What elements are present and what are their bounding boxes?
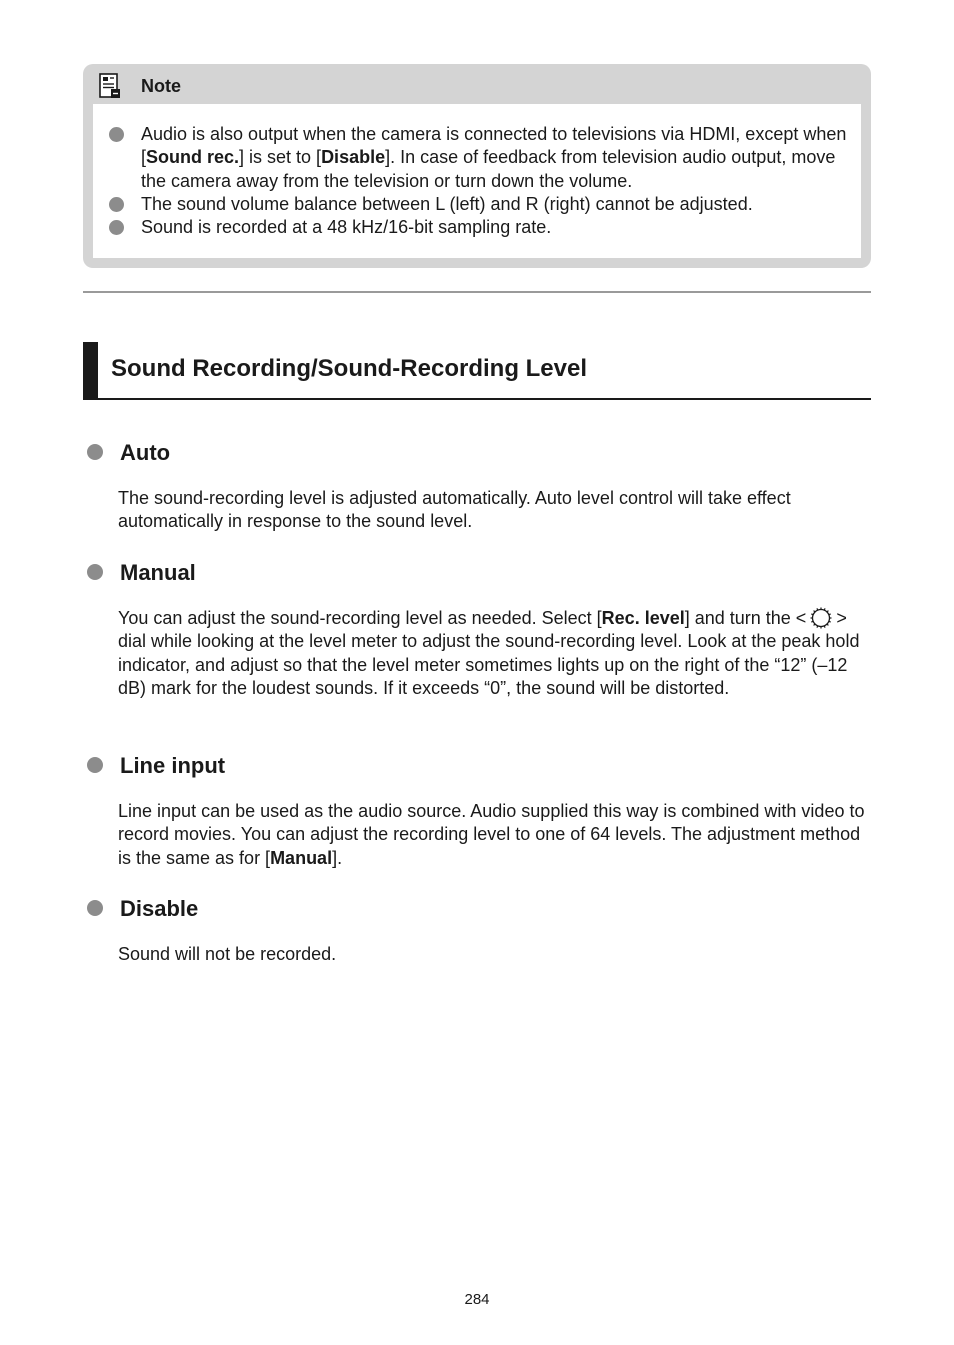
- option-title: Disable: [120, 896, 199, 921]
- option-description: [118, 607, 871, 700]
- note-content: [93, 104, 861, 258]
- note-text: Sound is recorded at a 48 kHz/16-bit sampling rate.: [141, 217, 552, 238]
- option-title: Auto: [120, 440, 171, 465]
- option-description: The sound-recording level is adjusted automatically. Auto level control will take effect automatically in response to the sound level.: [118, 488, 791, 532]
- option-title: Manual: [120, 560, 196, 585]
- option-manual: [84, 560, 871, 700]
- page-number: 284: [464, 1291, 490, 1308]
- bullet-icon: [109, 127, 124, 142]
- description-text: ].: [332, 847, 343, 868]
- setting-value: Disable: [321, 147, 386, 168]
- note-text: Audio is also output when the camera is connected to televisions via HDMI, except when [: [141, 124, 847, 168]
- option-description: Sound will not be recorded.: [118, 944, 337, 964]
- divider: [83, 291, 871, 293]
- option-heading: [84, 896, 871, 922]
- option-disable: [84, 896, 871, 966]
- note-text: ] is set to [: [239, 147, 322, 168]
- note-item: [103, 216, 849, 239]
- note-item: [103, 193, 849, 216]
- option-title: Line input: [120, 753, 226, 778]
- option-line-input: [84, 753, 871, 870]
- note-text: ]. In case of feedback from television audio output, move the camera away from the television or turn down the volume.: [141, 147, 836, 191]
- note-title: Note: [141, 75, 181, 96]
- option-description: [118, 800, 871, 870]
- section-title: Sound Recording/Sound-Recording Level: [111, 355, 588, 382]
- description-text: ] and turn the <: [684, 608, 807, 628]
- setting-name: Sound rec.: [146, 147, 240, 168]
- note-icon: [99, 73, 121, 99]
- bullet-icon: [87, 444, 103, 460]
- option-auto: [84, 440, 871, 534]
- description-text: Line input can be used as the audio source. Audio supplied this way is combined with video to record movies. You can adjust the recording level to one of 64 levels. The adjustment method is the same as for [: [118, 801, 865, 868]
- quick-control-dial-icon: [810, 607, 832, 629]
- note-item: [103, 123, 849, 193]
- option-heading: [84, 440, 871, 466]
- note-list: [103, 123, 849, 239]
- note-text: The sound volume balance between L (left) and R (right) cannot be adjusted.: [141, 193, 753, 214]
- bullet-icon: [109, 220, 124, 235]
- setting-name: Rec. level: [601, 608, 685, 628]
- heading-bar: [83, 342, 98, 398]
- description-text: You can adjust the sound-recording level as needed. Select [: [118, 608, 602, 628]
- bullet-icon: [109, 197, 124, 212]
- description-text: > dial while looking at the level meter to adjust the sound-recording level. Look at the peak hold indicator, and adjust so that the level meter sometimes lights up on the right of the “12” (–12 dB) mark for the loudest sounds. If it exceeds “0”, the sound will be distorted.: [118, 608, 860, 698]
- option-heading: [84, 560, 871, 586]
- option-heading: [84, 753, 871, 779]
- bullet-icon: [87, 900, 103, 916]
- note-box: [83, 64, 871, 268]
- bullet-icon: [87, 564, 103, 580]
- section-heading: [83, 342, 871, 400]
- setting-name: Manual: [270, 847, 333, 868]
- note-header: [99, 73, 181, 99]
- bullet-icon: [87, 757, 103, 773]
